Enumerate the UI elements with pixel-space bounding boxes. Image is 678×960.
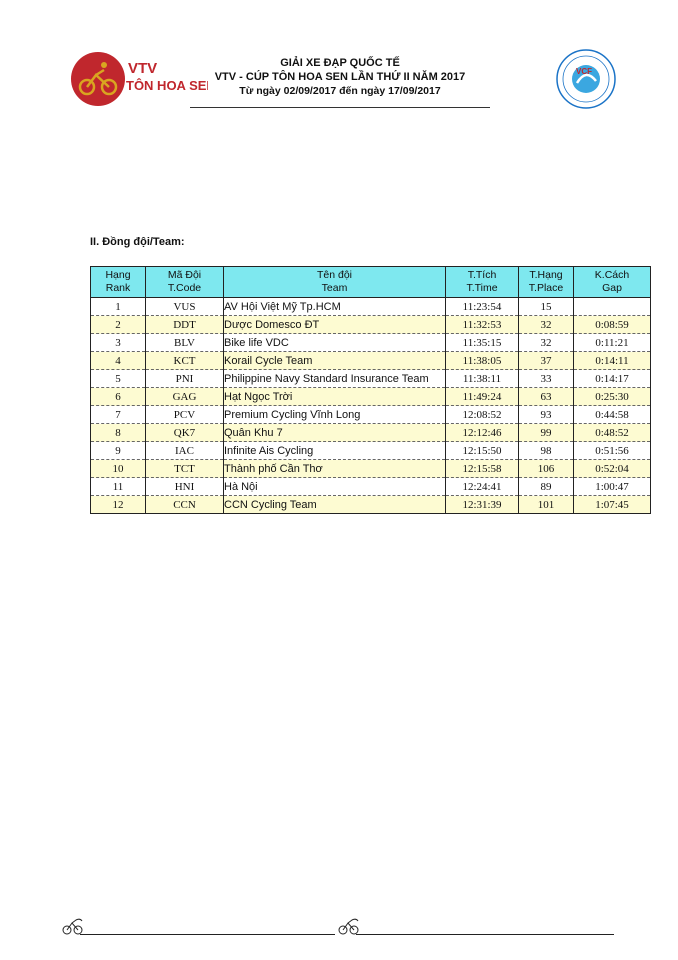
table-header-row [91, 267, 651, 298]
cell-rank: 5 [91, 370, 146, 388]
header-gap: K.Cách Gap [574, 267, 651, 298]
cell-gap: 1:00:47 [574, 478, 651, 496]
cell-place: 32 [519, 334, 574, 352]
cell-time: 11:38:05 [446, 352, 519, 370]
cell-team: Premium Cycling Vĩnh Long [224, 406, 446, 424]
logo-brand-top: VTV [128, 60, 158, 77]
cell-code: BLV [146, 334, 224, 352]
cell-team: CCN Cycling Team [224, 496, 446, 514]
cyclist-signature-icon [62, 915, 84, 935]
table-row [91, 406, 651, 424]
cell-gap [574, 298, 651, 316]
table-row [91, 424, 651, 442]
cell-place: 101 [519, 496, 574, 514]
cell-code: HNI [146, 478, 224, 496]
vtv-ton-hoa-sen-logo [68, 48, 208, 110]
cell-team: Bike life VDC [224, 334, 446, 352]
cell-team: AV Hội Việt Mỹ Tp.HCM [224, 298, 446, 316]
cell-time: 12:24:41 [446, 478, 519, 496]
cell-gap: 0:48:52 [574, 424, 651, 442]
cell-time: 11:49:24 [446, 388, 519, 406]
cell-team: Thành phố Cần Thơ [224, 460, 446, 478]
cell-gap: 1:07:45 [574, 496, 651, 514]
cell-team: Korail Cycle Team [224, 352, 446, 370]
header-divider [190, 107, 490, 108]
signature-line [80, 934, 335, 935]
header-team: Tên đội Team [224, 267, 446, 298]
cell-rank: 4 [91, 352, 146, 370]
cell-rank: 7 [91, 406, 146, 424]
cell-rank: 8 [91, 424, 146, 442]
cell-place: 33 [519, 370, 574, 388]
cell-gap: 0:44:58 [574, 406, 651, 424]
cell-code: KCT [146, 352, 224, 370]
cell-team: Quân Khu 7 [224, 424, 446, 442]
signature-line [356, 934, 614, 935]
cell-time: 12:15:50 [446, 442, 519, 460]
cyclist-emblem-icon [68, 48, 208, 110]
cell-rank: 6 [91, 388, 146, 406]
cell-team: Hạt Ngọc Trời [224, 388, 446, 406]
cell-gap: 0:08:59 [574, 316, 651, 334]
table-row [91, 496, 651, 514]
cell-time: 11:32:53 [446, 316, 519, 334]
cell-place: 99 [519, 424, 574, 442]
cell-rank: 10 [91, 460, 146, 478]
cell-time: 12:31:39 [446, 496, 519, 514]
cell-gap: 0:14:17 [574, 370, 651, 388]
cell-gap: 0:25:30 [574, 388, 651, 406]
header-title-2: VTV - CÚP TÔN HOA SEN LẦN THỨ II NĂM 2017 [214, 71, 466, 83]
cell-place: 98 [519, 442, 574, 460]
cell-code: PCV [146, 406, 224, 424]
cell-time: 12:08:52 [446, 406, 519, 424]
cell-code: CCN [146, 496, 224, 514]
cell-place: 15 [519, 298, 574, 316]
cell-rank: 9 [91, 442, 146, 460]
cell-code: GAG [146, 388, 224, 406]
cell-gap: 0:52:04 [574, 460, 651, 478]
cell-place: 89 [519, 478, 574, 496]
cell-code: TCT [146, 460, 224, 478]
logo-brand-bottom: TÔN HOA SEN [126, 78, 208, 93]
cell-team: Dược Domesco ĐT [224, 316, 446, 334]
section-title: II. Đồng đội/Team: [90, 236, 185, 248]
vcf-logo-text: VCF [576, 67, 592, 76]
document-header [190, 56, 490, 98]
cyclist-signature-icon [338, 915, 360, 935]
vcf-emblem-icon [555, 48, 617, 110]
cell-time: 11:35:15 [446, 334, 519, 352]
cell-time: 12:12:46 [446, 424, 519, 442]
cell-rank: 1 [91, 298, 146, 316]
cell-code: IAC [146, 442, 224, 460]
cell-time: 12:15:58 [446, 460, 519, 478]
cell-gap: 0:14:11 [574, 352, 651, 370]
cell-code: PNI [146, 370, 224, 388]
team-ranking-table [90, 266, 651, 514]
cell-code: QK7 [146, 424, 224, 442]
table-row [91, 352, 651, 370]
table-row [91, 460, 651, 478]
header-code: Mã Đội T.Code [146, 267, 224, 298]
cell-place: 37 [519, 352, 574, 370]
cell-code: DDT [146, 316, 224, 334]
header-time: T.Tích T.Time [446, 267, 519, 298]
cell-rank: 2 [91, 316, 146, 334]
table-row [91, 478, 651, 496]
cell-rank: 11 [91, 478, 146, 496]
footer-signature-left [62, 915, 337, 935]
cell-place: 106 [519, 460, 574, 478]
cell-rank: 12 [91, 496, 146, 514]
header-dates: Từ ngày 02/09/2017 đến ngày 17/09/2017 [239, 85, 441, 97]
cell-code: VUS [146, 298, 224, 316]
footer-signature-right [338, 915, 616, 935]
table-row [91, 334, 651, 352]
cell-time: 11:38:11 [446, 370, 519, 388]
table-row [91, 388, 651, 406]
table-row [91, 442, 651, 460]
cell-gap: 0:11:21 [574, 334, 651, 352]
cell-gap: 0:51:56 [574, 442, 651, 460]
header-place: T.Hạng T.Place [519, 267, 574, 298]
table-row [91, 298, 651, 316]
cell-team: Hà Nội [224, 478, 446, 496]
header-rank: Hạng Rank [91, 267, 146, 298]
cell-place: 93 [519, 406, 574, 424]
cell-place: 32 [519, 316, 574, 334]
table-row [91, 370, 651, 388]
header-title-1: GIẢI XE ĐẠP QUỐC TẾ [280, 57, 400, 69]
cell-team: Infinite Ais Cycling [224, 442, 446, 460]
cell-time: 11:23:54 [446, 298, 519, 316]
cell-place: 63 [519, 388, 574, 406]
vcf-logo [555, 48, 617, 110]
table-row [91, 316, 651, 334]
cell-team: Philippine Navy Standard Insurance Team [224, 370, 446, 388]
cell-rank: 3 [91, 334, 146, 352]
